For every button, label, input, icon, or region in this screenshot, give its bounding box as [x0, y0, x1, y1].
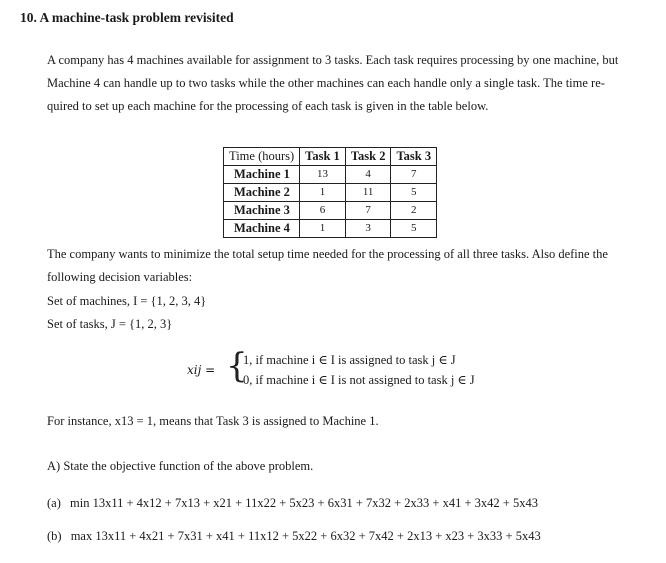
table-cell: 7: [391, 166, 437, 184]
left-brace-icon: {: [226, 346, 248, 386]
table-cell: 4: [345, 166, 391, 184]
table-cell: 7: [345, 202, 391, 220]
table-row: [224, 202, 437, 220]
row-label: Machine 2: [224, 184, 300, 202]
table-row: [224, 166, 437, 184]
set-of-tasks: Set of tasks, J = {1, 2, 3}: [47, 317, 173, 331]
after-table-line-1: The company wants to minimize the total setup time needed for the processing of all three tasks. Also define the: [47, 247, 608, 261]
option-a[interactable]: [47, 494, 538, 513]
table-cell: 6: [300, 202, 346, 220]
definition-lhs: xij =: [187, 363, 216, 377]
table-row: [224, 184, 437, 202]
table-cell: 11: [345, 184, 391, 202]
row-label: Machine 4: [234, 221, 290, 235]
table-header-cell: Task 3: [391, 148, 437, 166]
table-header-cell: Task 1: [300, 148, 346, 166]
definition-case-2: 0, if machine i ∈ I is not assigned to task j ∈ J: [243, 373, 475, 387]
table-cell: 1: [300, 184, 346, 202]
set-of-machines: Set of machines, I = {1, 2, 3, 4}: [47, 294, 207, 308]
definition-case-1: 1, if machine i ∈ I is assigned to task j ∈ J: [243, 353, 456, 367]
table-row: [224, 220, 437, 238]
table-cell: 2: [391, 202, 437, 220]
setup-time-table: [223, 147, 437, 238]
table-header-cell: Time (hours): [224, 148, 300, 166]
table-header-row: [224, 148, 437, 166]
table-cell: 5: [391, 220, 437, 238]
after-table-paragraph: [47, 245, 647, 287]
row-label: Machine 1: [224, 166, 300, 184]
intro-line-1: A company has 4 machines available for assignment to 3 tasks. Each task requires processing by one machine, but: [47, 53, 619, 67]
question-text: A) State the objective function of the above problem.: [47, 459, 314, 473]
option-text: max 13x11 + 4x21 + 7x31 + x41 + 11x12 + 5x22 + 6x32 + 7x42 + 2x13 + x23 + 3x33 + 5x43: [70, 529, 541, 543]
after-table-line-2: following decision variables:: [47, 270, 193, 284]
example-sentence: For instance, x13 = 1, means that Task 3 is assigned to Machine 1.: [47, 414, 379, 428]
table-cell: 13: [300, 166, 346, 184]
option-label: (b): [47, 529, 62, 543]
table-cell: 1: [300, 220, 346, 238]
option-b[interactable]: [47, 527, 541, 546]
table-cell: 3: [345, 220, 391, 238]
intro-line-2: Machine 4 can handle up to two tasks while the other machines can each handle only a single task. The time re-: [47, 76, 605, 90]
option-label: (a): [47, 496, 61, 510]
table-header-cell: Task 2: [345, 148, 391, 166]
intro-line-3: quired to set up each machine for the processing of each task is given in the table below.: [47, 99, 489, 113]
option-text: min 13x11 + 4x12 + 7x13 + x21 + 11x22 + 5x23 + 6x31 + 7x32 + 2x33 + x41 + 3x42 + 5x43: [70, 496, 538, 510]
row-label: Machine 3: [224, 202, 300, 220]
table-cell: 5: [391, 184, 437, 202]
intro-paragraph: [47, 51, 647, 116]
problem-title: 10. A machine-task problem revisited: [20, 10, 234, 25]
